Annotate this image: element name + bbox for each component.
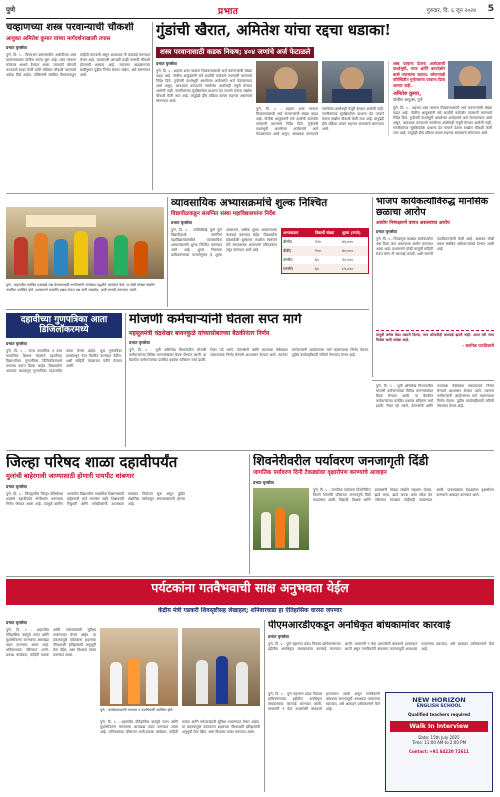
column-divider: [152, 22, 153, 190]
byline: प्रभात वृत्तसेवा: [253, 480, 274, 486]
subheadline: महसूलमंत्री चंद्रशेखर बावनकुळे यांच्यासोबतच्या बैठकीनंतर निर्णय: [129, 329, 270, 337]
story-survey-staff: [129, 313, 369, 447]
column-divider: [167, 197, 168, 307]
table-cell: १००: [315, 247, 321, 253]
ad-brand: NEW HORIZON: [412, 696, 466, 704]
story-zp-schools: [6, 454, 246, 574]
story-digilocker: [6, 313, 122, 447]
headline: चव्हाणच्या शस्त्र परवान्याची चौकशी: [6, 22, 134, 33]
ad-walk-in: Walk In Interview: [390, 721, 488, 732]
section-divider: [6, 576, 494, 577]
byline: प्रभात वृत्तसेवा: [129, 340, 150, 346]
table-cell: बीसीए: [283, 238, 292, 244]
headline: पीएमआरडीएकडून अनधिकृत बांधकामांवर कारवाई: [268, 620, 451, 631]
article-body: पुणे, दि. ५ - जागतिक पर्यावरण दिनानिमित्त किल्ले शिवनेरी परिसरात जनजागृती दिंडी काढण्यात आली. विद्यार्थी, शिक्षक आणि ग्रामस्थांनी मोठ्या संख्येने सहभाग घेतला. झाडे लावा, झाडे जगवा असा संदेश देत परिसरात स्वच्छता मोहीमही राबवण्यात आली. पावसाळ्यात टेकड्यांवर वृक्षारोपण करण्याचे आवाहन करण्यात आले.: [313, 488, 494, 503]
quote-text: शस्त्र परवाना देताना अर्जदाराची पार्श्वभूमी, गरज आणि कायदेशीर बाबी तपासल्या जातात. कोणत्याही परिस्थितीत गुन्हेगारांना परवाना दिला जाणार नाही.: [393, 60, 445, 88]
ad-tagline: Qualified teachers required: [408, 712, 470, 717]
table-cell: ६०: [315, 265, 319, 271]
article-body: पुणे, दि. ५ - राज्य माध्यमिक व उच्च माध्यमिक शिक्षण मंडळाने दहावीच्या विद्यार्थ्यांच्या गुणपत्रिका डिजिलॉकरमध्ये उपलब्ध करून दिल्या आहेत. विद्यार्थ्यांना आपल्या खात्यातून गुणपत्रिका डाऊनलोड करता येणार आहेत. मूळ गुणपत्रिका शाळांमधून नंतर वितरित करण्यात येतील, अशी माहिती मंडळाच्या वतीने देण्यात आली.: [6, 348, 122, 373]
story-course-fees: [171, 197, 369, 307]
table-cell: बीबीए: [283, 247, 292, 253]
byline: प्रभात वृत्तसेवा: [6, 340, 27, 346]
table-row: [282, 255, 368, 264]
column-divider: [125, 313, 126, 447]
table-cell: ४५,०००: [342, 238, 354, 244]
fees-table: [281, 228, 369, 274]
quote-role: पोलीस आयुक्त, पुणे: [393, 97, 423, 103]
subheadline: मुलांची बाहेरगावी जाण्यासाठी होणारी पायपीट थांबणार: [6, 472, 135, 481]
subheadline: विद्यापीठाकडून संलग्नित संस्था महाविद्यालयांना निर्देश: [171, 211, 276, 218]
story-pmrda-action: [268, 620, 494, 690]
story-shivneri-dindi: [253, 454, 494, 574]
masthead-rule: [6, 18, 494, 19]
table-cell: एमसीए: [283, 265, 294, 271]
commissioner-photo: [448, 61, 492, 99]
city-label: पुणे: [6, 6, 16, 14]
dindi-photo: [253, 488, 309, 550]
article-body: पुणे, दि. ५ - शहरातील ऐतिहासिक वास्तूंचे जतन आणि सुशोभीकरण करण्याचा आराखडा तयार करण्यात आला आहे. शनिवारवाडा परिसरात ध्वनी-प्रकाश कार्यक्रम, माहिती फलक आणि पर्यटकांसाठी सुविधा उभारण्यात येणार आहेत. या प्रकल्पामुळे पर्यटकांना शहराच्या गौरवशाली इतिहासाची अनुभूती घेता येईल, असा विश्वास व्यक्त करण्यात आला.: [6, 628, 96, 657]
byline: प्रभात वृत्तसेवा: [171, 219, 192, 225]
article-body: पुणे, दि. ५ - निवडणूक काळात कार्यकर्त्यांना त्रास दिला जात असल्याचा आरोप करण्यात आला आहे. प्रशासनाने दोन्ही बाजूंची माहिती घेऊन योग्य ती कारवाई करावी, अशी मागणी पदाधिकाऱ्यांनी केली आहे. याबाबत लेखी तक्रार संबंधित अधिकाऱ्यांकडे देण्यात आली आहे.: [376, 236, 494, 256]
sidebar-body: पुणे, दि. ५ - शहरात शस्त्र परवाना मिळवण्यासाठी अर्ज करणाऱ्यांची संख्या वाढत आहे. पोलीस आयुक्तांनी सर्व अर्जांची काटेकोर तपासणी करण्याचे निर्देश दिले. गुन्हेगारी पार्श्वभूमी असलेल्या अर्जदारांचे अर्ज फेटाळण्यात आले असून, आवश्यक कागदपत्रे नसलेल्या अर्जांनाही मंजुरी देण्यात आलेली नाही. नागरिकांच्या सुरक्षिततेला प्राधान्य देत परवाने देताना सखोल चौकशी केली जात आहे. यापुढेही हीच प्रक्रिया कायम राहणार असल्याचे सांगण्यात आले.: [393, 106, 492, 136]
column-divider: [264, 620, 265, 792]
event-photo-2: [182, 628, 260, 706]
table-header-cell: शुल्क (रुपये): [342, 229, 361, 235]
table-cell: ९०,०००: [342, 256, 354, 262]
story-harassment-continued: [376, 384, 494, 447]
story-shastra-inquiry: [6, 22, 150, 190]
byline: प्रभात वृत्तसेवा: [6, 484, 27, 490]
article-body: पुणे, दि. ५ - सावित्रीबाई फुले पुणे विद्यापीठाशी संलग्नित महाविद्यालयांमधील व्यावसायिक अभ्यासक्रमांचे शुल्क निश्चित करण्यात आले आहे. शुल्क नियामक प्राधिकरणाच्या मान्यतेनुसार हे शुल्क आकारावे, अधिक शुल्क आकारल्यास कारवाई करण्यात येईल. विद्यार्थ्यांना प्रवेशावेळी शुल्काचा तपशील स्पष्टपणे देणे बंधनकारक असल्याचे परिपत्रकात नमूद करण्यात आले आहे.: [171, 227, 277, 257]
headline: शिवनेरीवरील पर्यावरण जनजागृती दिंडी: [253, 454, 429, 468]
section-divider: [6, 309, 369, 310]
headline: दहावीच्या गुणपत्रिका आता डिजिलॉकरमध्ये: [6, 313, 122, 338]
newspaper-logo: प्रभात: [218, 7, 239, 17]
issue-date: गुरुवार, दि. ६ जून २०२४: [426, 8, 476, 14]
article-body: पुणे, दि. ५ - विनयभंग प्रकरणातील आरोपीच्या शस्त्र परवान्याबाबत पोलीस तपास सुरू आहे. शस्त्र परवाना कोणत्या आधारे देण्यात आला, त्यासाठी कोणती कागदपत्रे सादर केली याची सविस्तर चौकशी करण्याचे आदेश दिले आहेत. पोलिसांनी संबंधित विभागाकडून माहिती मागवली असून आवश्यक ती कारवाई करण्यात येणार आहे. याप्रकरणी आणखी काही जणांची चौकशी होण्याची शक्यता आहे. तपासात आढळणाऱ्या बाबींनुसार पुढील निर्णय घेतला जाईल, असे सांगण्यात आले.: [6, 53, 150, 78]
table-cell: १२०: [315, 238, 321, 244]
article-body-continued: पुणे, दि. ५ - शहरात शस्त्र परवाना मिळवण्यासाठी अर्ज करणाऱ्यांची संख्या वाढत आहे. पोलीस आयुक्तांनी सर्व अर्जांची काटेकोर तपासणी करण्याचे निर्देश दिले. गुन्हेगारी पार्श्वभूमी असलेल्या अर्जदारांचे अर्ज फेटाळण्यात आले असून, आवश्यक कागदपत्रे नसलेल्या अर्जांनाही मंजुरी देण्यात आलेली नाही. नागरिकांच्या सुरक्षिततेला प्राधान्य देत परवाने देताना सखोल चौकशी केली जात आहे. यापुढेही हीच प्रक्रिया कायम राहणार असल्याचे सांगण्यात आले.: [256, 106, 384, 136]
official-photo-1: [256, 61, 318, 103]
photo-caption: पुणे - शहरातील प्रलंबित प्रश्नांकडे लक्ष वेधण्यासाठी नागरिकांनी अनोख्या पद्धतीने आंदोलन केले. या वेळी मोठ्या संख्येने नागरिक उपस्थित होते. प्रशासनाने तातडीने दखल घेऊन प्रश्न मार्गी लावावेत, अशी मागणी करण्यात आली.: [6, 283, 155, 292]
headline: जिल्हा परिषद शाळा दहावीपर्यंत: [6, 454, 178, 471]
section-divider: [372, 380, 494, 381]
story-pmrda-continued: [268, 692, 380, 792]
table-header-cell: अभ्यासक्रम: [283, 229, 299, 235]
ad-date: Date: 15th July 2025: [418, 734, 460, 740]
fees-table-header: [282, 229, 368, 237]
table-cell: ८५,०००: [342, 265, 354, 271]
article-body-continued: पुणे, दि. ५ - पुणे महानगर प्रदेश विकास प्राधिकरणाच्या हद्दीतील अनधिकृत बांधकामांवर कारवाई करण्यात आली. परवानगी न घेता उभारलेली बांधकामे हटवण्यात आली असून नागरिकांनी बांधकाम करण्यापूर्वी आवश्यक परवानग्या घ्याव्यात, असे आवाहन प्राधिकरणाने केले आहे.: [268, 692, 380, 711]
photo-story-protest: [6, 197, 164, 307]
byline: प्रभात वृत्तसेवा: [6, 45, 27, 51]
photo-caption: पुणे - कार्यक्रमाप्रसंगी मान्यवर व पदाधिकारी उपस्थित होते.: [100, 708, 174, 712]
quote-text: यापूर्वी अनेक वेळा तक्रारी दिल्या, मात्र कोणतीही कारवाई झाली नाही. आता तरी न्याय मिळेल अशी अपेक्षा आहे.: [376, 332, 494, 342]
headline: व्यावसायिक अभ्यासक्रमांचे शुल्क निश्चित: [171, 197, 328, 209]
quote-person: अमितेश कुमार,: [393, 91, 422, 98]
masthead: [6, 4, 494, 16]
subheadline: जागतिक पर्यावरण दिनी टेकड्यांवर वृक्षारोपण करण्याचे आवाहन: [253, 470, 387, 477]
headline: मोजणी कर्मचाऱ्यांनी घेतला सप्त मार्ग: [129, 313, 302, 327]
event-photo-1: [100, 628, 178, 706]
headline: भाजप कार्यकर्त्यांविरुद्ध मानसिक छळाचा आरोप: [376, 197, 489, 218]
subheadline-banner: शस्त्र परवानासाठी कडक निकष; ४०४ जणांचे अर्ज फेटाळले: [156, 47, 314, 57]
ad-brand-sub: ENGLISH SCHOOL: [416, 704, 462, 709]
story-tourism: [6, 620, 261, 792]
headline: पर्यटकांना गतवैभवाची साक्ष अनुभवता येईल: [151, 580, 349, 595]
table-cell: ४०,०००: [342, 247, 354, 253]
byline: प्रभात वृत्तसेवा: [156, 60, 177, 66]
byline: प्रभात वृत्तसेवा: [376, 228, 397, 234]
section-divider: [6, 193, 494, 194]
table-cell: एमबीए: [283, 256, 293, 262]
section-divider: [6, 450, 494, 451]
subheadline: आयोग निष्पक्षपणे वागत असल्याचा आरोप: [376, 220, 450, 226]
story-tourism-subhead: [6, 607, 494, 617]
school-advertisement[interactable]: [385, 692, 493, 792]
subheadline: केंद्रीय मंत्री गडकरी शिवसृष्टीसह लेखाहल; शनिवारवाडा हा ऐतिहासिक वारसा जपणार: [158, 607, 342, 614]
column-divider: [249, 454, 250, 574]
article-body-continued: पुणे, दि. ५ - शहरातील ऐतिहासिक वास्तूंचे जतन आणि सुशोभीकरण करण्याचा आराखडा तयार करण्यात आला आहे. शनिवारवाडा परिसरात ध्वनी-प्रकाश कार्यक्रम, माहिती फलक आणि पर्यटकांसाठी सुविधा उभारण्यात येणार आहेत. या प्रकल्पामुळे पर्यटकांना शहराच्या गौरवशाली इतिहासाची अनुभूती घेता येईल, असा विश्वास व्यक्त करण्यात आला.: [100, 720, 260, 734]
article-body: पुणे, दि. ५ - जिल्ह्यातील जिल्हा परिषदेच्या शाळांचे दहावीपर्यंत श्रेणीवर्धन करण्याचा निर्णय घेण्यात आला आहे. त्यामुळे ग्रामीण भागातील विद्यार्थ्यांना माध्यमिक शिक्षणासाठी बाहेरगावी जावे लागणार नाही. शिक्षकांची नियुक्ती आणि वर्गखोल्यांची उपलब्धता याबाबत नियोजन सुरू असून पुढील शैक्षणिक वर्षापासून अंमलबजावणी होणार आहे.: [6, 492, 185, 507]
article-body: पुणे, दि. ५ - शहरात शस्त्र परवाना मिळवण्यासाठी अर्ज करणाऱ्यांची संख्या वाढत आहे. पोलीस आयुक्तांनी सर्व अर्जांची काटेकोर तपासणी करण्याचे निर्देश दिले. गुन्हेगारी पार्श्वभूमी असलेल्या अर्जदारांचे अर्ज फेटाळण्यात आले असून, आवश्यक कागदपत्रे नसलेल्या अर्जांनाही मंजुरी देण्यात आलेली नाही. नागरिकांच्या सुरक्षिततेला प्राधान्य देत परवाने देताना सखोल चौकशी केली जात आहे. यापुढेही हीच प्रक्रिया कायम राहणार असल्याचे सांगण्यात आले.: [156, 68, 252, 103]
table-row: [282, 264, 368, 273]
subheadline: आयुक्त अमितेश कुमार यांच्या मार्गदर्शनाखाली तपास: [6, 35, 111, 42]
protest-photo: [6, 207, 164, 279]
table-row: [282, 237, 368, 246]
headline: गुंडांची खैरात, अमितेश यांचा रद्दचा धडाका!: [156, 22, 391, 39]
article-body-continued: पुणे, दि. ५ - भूमी अभिलेख विभागातील मोजणी कर्मचाऱ्यांच्या विविध मागण्यांबाबत बैठक घेण्यात आली. या बैठकीत कर्मचाऱ्यांच्या प्रलंबित प्रश्नांवर सविस्तर चर्चा झाली. रिक्त पदे भरणे, वेतनश्रेणी आणि कामाच्या वेळेबाबत सकारात्मक निर्णय घेण्याचे आश्वासन देण्यात आले. त्यानंतर कर्मचाऱ्यांनी आंदोलनाचा मार्ग बदलण्याचा निर्णय घेतला. पुढील कार्यवाहीसाठी समिती नेमण्यात येणार आहे.: [376, 384, 494, 408]
article-body: पुणे, दि. ५ - भूमी अभिलेख विभागातील मोजणी कर्मचाऱ्यांच्या विविध मागण्यांबाबत बैठक घेण्यात आली. या बैठकीत कर्मचाऱ्यांच्या प्रलंबित प्रश्नांवर सविस्तर चर्चा झाली. रिक्त पदे भरणे, वेतनश्रेणी आणि कामाच्या वेळेबाबत सकारात्मक निर्णय घेण्याचे आश्वासन देण्यात आले. त्यानंतर कर्मचाऱ्यांनी आंदोलनाचा मार्ग बदलण्याचा निर्णय घेतला. पुढील कार्यवाहीसाठी समिती नेमण्यात येणार आहे.: [129, 348, 369, 363]
article-body: पुणे, दि. ५ - पुणे महानगर प्रदेश विकास प्राधिकरणाच्या हद्दीतील अनधिकृत बांधकामांवर कारवाई करण्यात आली. परवानगी न घेता उभारलेली बांधकामे हटवण्यात आली असून नागरिकांनी बांधकाम करण्यापूर्वी आवश्यक परवानग्या घ्याव्यात, असे आवाहन प्राधिकरणाने केले आहे.: [268, 641, 494, 651]
story-tourism-banner: [6, 579, 494, 605]
table-row: [282, 246, 368, 255]
column-divider: [372, 197, 373, 377]
byline: प्रभात वृत्तसेवा: [268, 633, 289, 639]
ad-contact: Contact: +91 84220 72611: [409, 748, 469, 754]
quote-author: - स्थानिक पदाधिकारी: [462, 342, 494, 348]
table-header-cell: विद्यार्थी संख्या: [315, 229, 335, 235]
story-license-cancellation: [156, 22, 494, 192]
table-cell: ६०: [315, 256, 319, 262]
story-harassment-allegation: [376, 197, 494, 377]
ad-time: Time: 11:00 AM to 2:00 PM: [411, 740, 467, 745]
official-photo-2: [322, 61, 384, 103]
byline: प्रभात वृत्तसेवा: [6, 620, 27, 625]
page-number: 5: [487, 4, 494, 14]
